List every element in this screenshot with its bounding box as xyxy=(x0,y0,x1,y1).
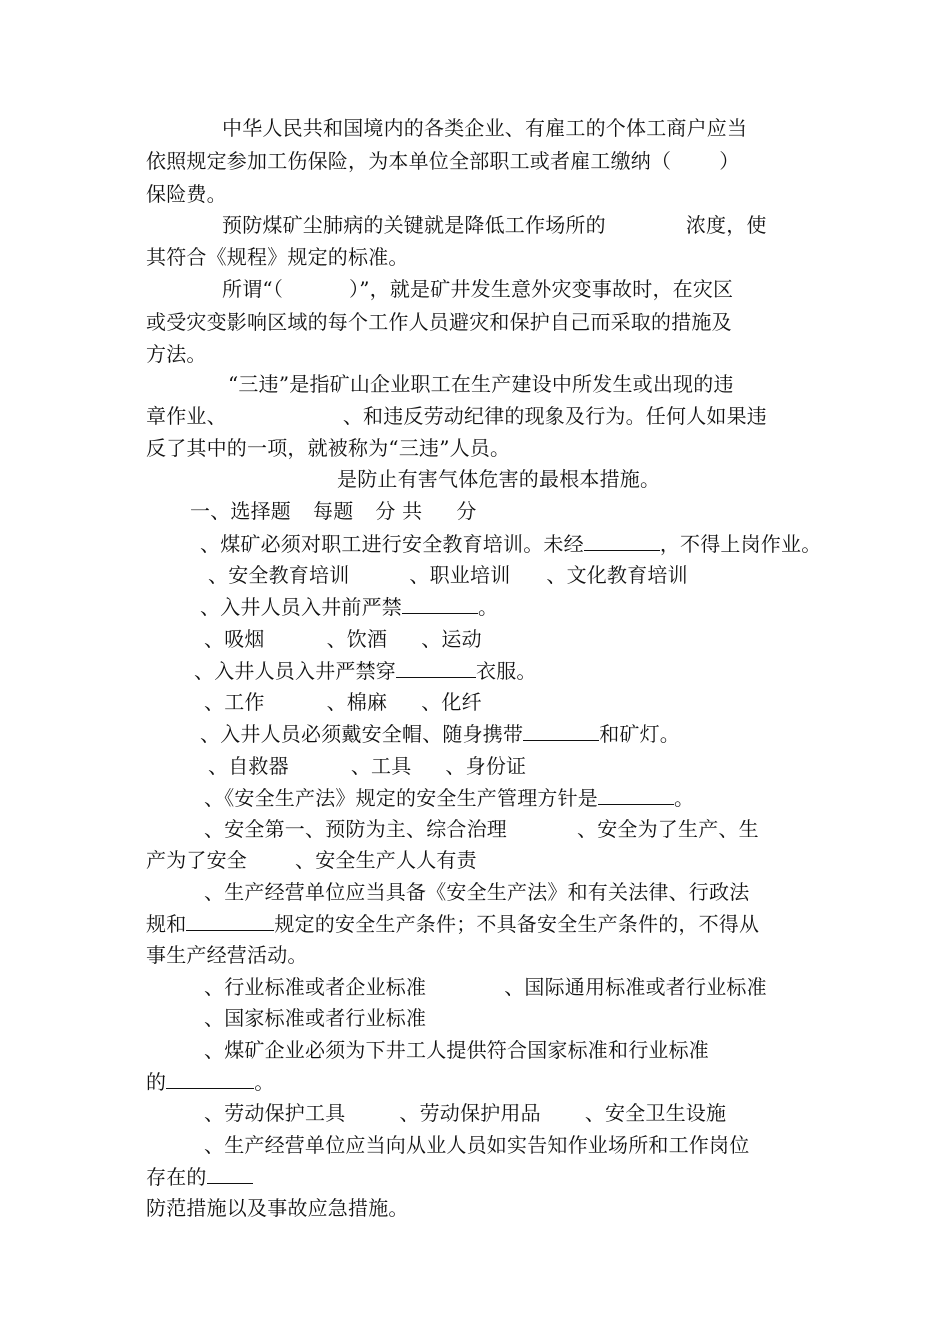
c7-option-b: 、劳动保护用品 xyxy=(399,1101,541,1125)
c7-option-a: 、劳动保护工具 xyxy=(204,1101,346,1125)
c7-line2b: 。 xyxy=(254,1070,275,1094)
c7-line2 xyxy=(146,1069,274,1095)
c5-options-line1 xyxy=(204,816,759,842)
c2-option-c: 、运动 xyxy=(421,627,482,651)
c6-line2 xyxy=(146,911,759,937)
c1-question xyxy=(200,531,821,557)
c4-question xyxy=(200,721,680,747)
c6-option-b: 、国际通用标准或者行业标准 xyxy=(504,975,767,999)
c4-option-c: 、身份证 xyxy=(445,754,527,778)
c3-question-a: 、入井人员入井严禁穿 xyxy=(194,659,396,683)
q1-line2 xyxy=(146,148,739,174)
c6-line3: 事生产经营活动。 xyxy=(146,943,308,967)
q2-line2: 其符合《规程》规定的标准。 xyxy=(146,245,409,269)
c8-line2 xyxy=(146,1164,253,1190)
q4-line2b: 、和违反劳动纪律的现象及行为。任何人如果违 xyxy=(342,404,768,428)
c1-question-b: ，不得上岗作业。 xyxy=(659,532,822,556)
c8-blank xyxy=(207,1165,253,1184)
c6-options-line2: 、国家标准或者行业标准 xyxy=(204,1006,427,1030)
c5-blank xyxy=(598,786,674,805)
q4-line1: “三违”是指矿山企业职工在生产建设中所发生或出现的违 xyxy=(228,372,734,396)
q5-line1: 是防止有害气体危害的最根本措施。 xyxy=(337,467,661,491)
c5-question xyxy=(204,785,694,811)
c6-blank xyxy=(186,912,274,931)
q4-line3: 反了其中的一项，就被称为“三违”人员。 xyxy=(146,436,511,460)
c2-options xyxy=(204,626,482,652)
c4-option-a: 、自救器 xyxy=(208,754,289,778)
c5-question-a: 、《安全生产法》规定的安全生产管理方针是 xyxy=(204,786,598,810)
c3-options xyxy=(204,689,482,715)
c3-question xyxy=(194,658,537,684)
c6-option-a: 、行业标准或者企业标准 xyxy=(204,975,427,999)
c7-blank xyxy=(166,1070,254,1089)
c5-question-b: 。 xyxy=(674,786,695,810)
c4-option-b: 、工具 xyxy=(350,754,412,778)
q2-line1a: 预防煤矿尘肺病的关键就是降低工作场所的 xyxy=(222,213,606,237)
q1-line3: 保险费。 xyxy=(146,182,227,206)
section-points: 分 xyxy=(456,499,477,523)
c1-blank xyxy=(584,532,660,551)
c6-line2a: 规和 xyxy=(146,912,187,936)
c2-question-a: 、入井人员入井前严禁 xyxy=(200,595,402,619)
c4-question-b: 和矿灯。 xyxy=(599,722,681,746)
c5-option-b: 、安全为了生产、生 xyxy=(577,817,759,841)
q1-line2-close: ） xyxy=(719,149,740,173)
c4-question-a: 、入井人员必须戴安全帽、随身携带 xyxy=(200,722,524,746)
c2-option-b: 、饮酒 xyxy=(326,627,388,651)
c3-option-b: 、棉麻 xyxy=(326,690,388,714)
c5-options-line2 xyxy=(146,847,477,873)
q4-line2 xyxy=(146,403,767,429)
c5-option-b-cont: 产为了安全 xyxy=(146,848,247,872)
q1-line2-text: 依照规定参加工伤保险，为本单位全部职工或者雇工缴纳（ xyxy=(146,149,672,173)
c5-option-c: 、安全生产人人有责 xyxy=(295,848,477,872)
c1-question-a: 、煤矿必须对职工进行安全教育培训。未经 xyxy=(200,532,584,556)
c8-line2-text: 存在的 xyxy=(146,1165,207,1189)
c3-blank xyxy=(396,659,476,678)
q2-line1 xyxy=(222,212,767,238)
q3-line2: 或受灾变影响区域的每个工作人员避灾和保护自己而采取的措施及 xyxy=(146,310,732,334)
c2-question xyxy=(200,594,498,620)
c4-blank xyxy=(523,722,599,741)
c7-option-c: 、安全卫生设施 xyxy=(584,1101,727,1125)
c7-line1: 、煤矿企业必须为下井工人提供符合国家标准和行业标准 xyxy=(204,1038,709,1062)
section-header xyxy=(190,498,477,524)
c1-options xyxy=(208,562,688,588)
q4-line2a: 章作业、 xyxy=(146,404,227,428)
q3-line3: 方法。 xyxy=(146,342,207,366)
c3-option-c: 、化纤 xyxy=(421,690,482,714)
c6-options-line1 xyxy=(204,974,767,1000)
q3-line1a: 所谓“（ xyxy=(222,277,284,301)
c1-option-c: 、文化教育培训 xyxy=(546,563,688,587)
c2-blank xyxy=(402,595,478,614)
section-each: 每题 xyxy=(313,499,354,523)
c8-line1: 、生产经营单位应当向从业人员如实告知作业场所和工作岗位 xyxy=(204,1133,750,1157)
q3-line1 xyxy=(222,276,733,302)
c3-question-b: 衣服。 xyxy=(476,659,537,683)
c6-line2b: 规定的安全生产条件；不具备安全生产条件的，不得从 xyxy=(274,912,760,936)
section-total: 分 共 xyxy=(375,499,423,523)
c1-option-a: 、安全教育培训 xyxy=(208,563,350,587)
c4-options xyxy=(208,753,526,779)
c8-line3: 防范措施以及事故应急措施。 xyxy=(146,1196,409,1220)
c2-option-a: 、吸烟 xyxy=(204,627,265,651)
c2-question-b: 。 xyxy=(478,595,499,619)
c6-line1: 、生产经营单位应当具备《安全生产法》和有关法律、行政法 xyxy=(204,880,750,904)
c1-option-b: 、职业培训 xyxy=(409,563,511,587)
q3-line1b: ）”，就是矿井发生意外灾变事故时，在灾区 xyxy=(349,277,734,301)
c3-option-a: 、工作 xyxy=(204,690,265,714)
q2-line1b: 浓度，使 xyxy=(685,213,767,237)
c5-option-a: 、安全第一、预防为主、综合治理 xyxy=(204,817,507,841)
section-label: 一、选择题 xyxy=(190,499,291,523)
q1-line1: 中华人民共和国境内的各类企业、有雇工的个体工商户应当 xyxy=(222,116,748,140)
c7-line2a: 的 xyxy=(146,1070,167,1094)
c7-options xyxy=(204,1100,726,1126)
